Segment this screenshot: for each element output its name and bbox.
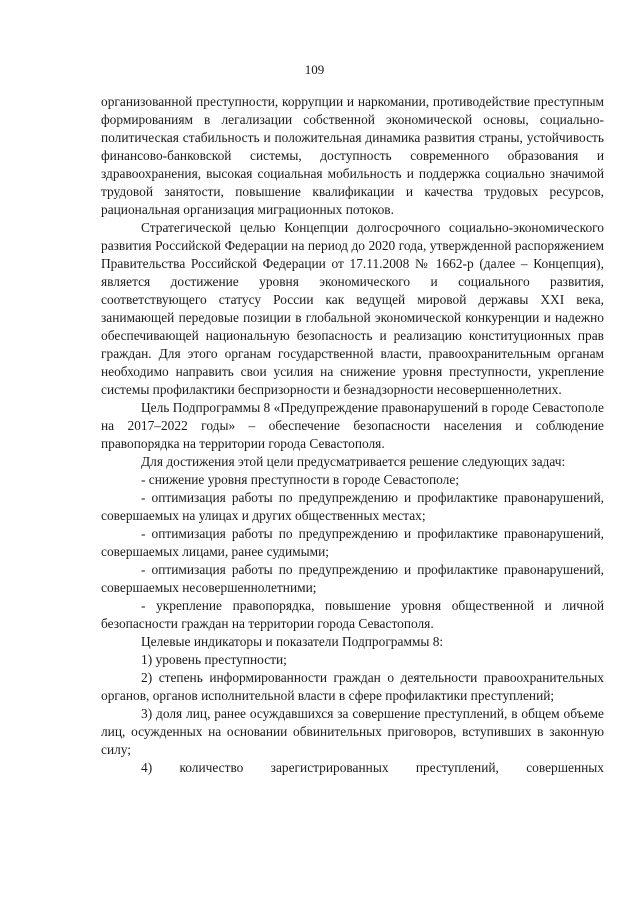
document-body	[101, 93, 604, 777]
paragraph: Целевые индикаторы и показатели Подпрограммы 8:	[141, 634, 444, 649]
list-item: - оптимизация работы по предупреждению и профилактике правонарушений, совершаемых на улицах и других общественных местах;	[101, 490, 604, 523]
list-item: - снижение уровня преступности в городе Севастополе;	[141, 472, 460, 487]
paragraph: Для достижения этой цели предусматривается решение следующих задач:	[141, 454, 566, 469]
list-item: - оптимизация работы по предупреждению и профилактике правонарушений, совершаемых лицами, ранее судимыми;	[101, 526, 604, 559]
list-item: 3) доля лиц, ранее осуждавшихся за совершение преступлений, в общем объеме лиц, осужденных на основании обвинительных приговоров, вступивших в законную силу;	[101, 706, 604, 757]
list-item: - укрепление правопорядка, повышение уровня общественной и личной безопасности граждан на территории города Севастополя.	[101, 598, 604, 631]
list-item: 1) уровень преступности;	[141, 652, 287, 667]
list-item: 2) степень информированности граждан о деятельности правоохранительных органов, органов исполнительной власти в сфере профилактики преступлений;	[101, 670, 604, 703]
page-number: 109	[304, 62, 325, 77]
paragraph: Цель Подпрограммы 8 «Предупреждение правонарушений в городе Севастополе на 2017–2022 годы» – обеспечение безопасности населения и соблюдение правопорядка на территории города Севастополя.	[101, 400, 604, 451]
list-item: - оптимизация работы по предупреждению и профилактике правонарушений, совершаемых несовершеннолетними;	[101, 562, 604, 595]
list-item: 4) количество зарегистрированных преступлений, совершенных	[141, 760, 604, 775]
paragraph: Стратегической целью Концепции долгосрочного социально-экономического развития Российской Федерации на период до 2020 года, утвержденной распоряжением Правительства Российской Федерации от 17.11.2008 № 1662-р (далее – Концепция), является достижение уровня экономического и социального развития, соответствующего статусу России как ведущей мировой державы XXI века, занимающей передовые позиции в глобальной экономической конкуренции и надежно обеспечивающей национальную безопасность и реализацию конституционных прав граждан. Для этого органам государственной власти, правоохранительным органам необходимо направить свои усилия на снижение уровня преступности, укрепление системы профилактики беспризорности и безнадзорности несовершеннолетних.	[101, 220, 604, 397]
paragraph: организованной преступности, коррупции и наркомании, противодействие преступным формированиям в легализации собственной экономической основы, социально-политическая стабильность и положительная динамика развития страны, устойчивость финансово-банковской системы, доступность современного образования и здравоохранения, высокая социальная мобильность и поддержка социально значимой трудовой занятости, повышение квалификации и качества трудовых ресурсов, рациональная организация миграционных потоков.	[101, 94, 604, 217]
